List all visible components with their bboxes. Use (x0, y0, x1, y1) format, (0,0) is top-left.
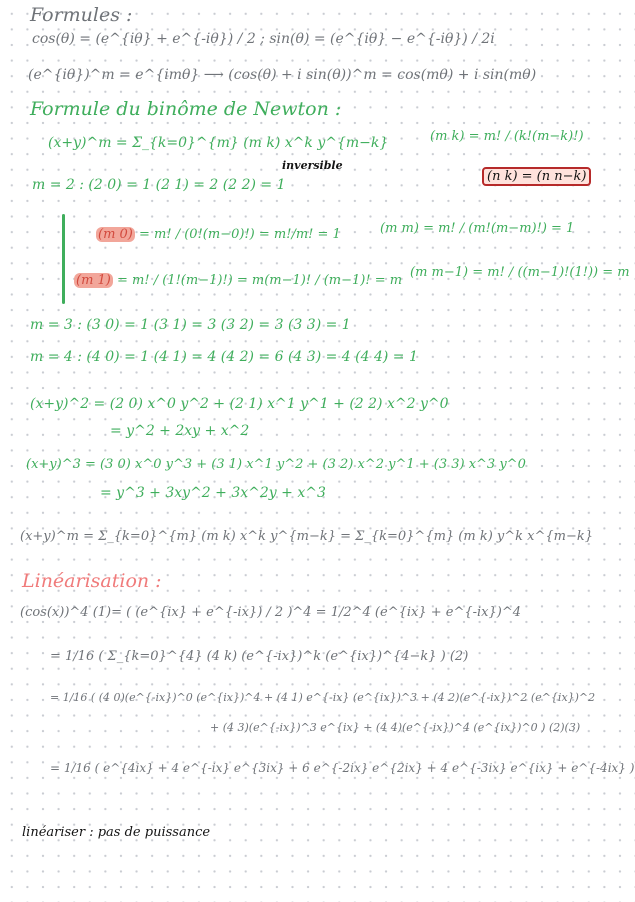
formula-m-m1: (m m−1) = m! / ((m−1)!(1!)) = m (410, 265, 630, 280)
formula-m0-rest: = m! / (0!(m−0)!) = m!/m! = 1 (139, 227, 341, 242)
annotation-inversible: inversible (282, 159, 343, 172)
note-linearise: linéariser : pas de puissance (22, 825, 211, 840)
formula-m0-row (96, 228, 341, 241)
formula-m4: m = 4 : (4 0) = 1 (4 1) = 4 (4 2) = 6 (4 3) = 4 (4 4) = 1 (30, 349, 418, 365)
boxed-symmetry-wrap (482, 170, 591, 183)
heading-binome: Formule du binôme de Newton : (30, 98, 342, 120)
formula-cos4-step2: = 1/16 ( Σ_{k=0}^{4} (4 k) (e^{-ix})^k (e^{ix})^{4−k} ) (2) (50, 649, 469, 664)
formula-cos4-result: = 1/16 ( e^{4ix} + 4 e^{-ix} e^{3ix} + 6 e^{-2ix} e^{2ix} + 4 e^{-3ix} e^{ix} + e^{-4ix} ) (50, 761, 635, 775)
formula-cos-sin: cos(θ) = (e^{iθ} + e^{-iθ}) / 2 ; sin(θ) = (e^{iθ} − e^{-iθ}) / 2i (32, 31, 495, 47)
formula-binome-symmetric: (x+y)^m = Σ_{k=0}^{m} (m k) x^k y^{m−k} = Σ_{k=0}^{m} (m k) y^k x^{m−k} (20, 529, 594, 544)
formula-m2: m = 2 : (2 0) = 1 (2 1) = 2 (2 2) = 1 (32, 177, 286, 193)
formula-cos4-step3a: = 1/16 ( (4 0)(e^{-ix})^0 (e^{ix})^4 + (4 1) e^{-ix} (e^{ix})^3 + (4 2)(e^{-ix})^2 (e^{ix})^2 (50, 691, 596, 704)
heading-linearisation: Linéarisation : (22, 570, 162, 592)
formula-cos4-step3b: + (4 3)(e^{-ix})^3 e^{ix} + (4 4)(e^{-ix})^4 (e^{ix})^0 ) (2)(3) (210, 721, 581, 734)
formula-cube-result: = y^3 + 3xy^2 + 3x^2y + x^3 (100, 485, 326, 501)
formula-square: (x+y)^2 = (2 0) x^0 y^2 + (2 1) x^1 y^1 + (2 2) x^2 y^0 (30, 396, 449, 412)
formula-binome: (x+y)^m = Σ_{k=0}^{m} (m k) x^k y^{m−k} (48, 135, 389, 151)
formula-symmetry-boxed: (n k) = (n n−k) (482, 167, 591, 186)
formula-moivre: (e^{iθ})^m = e^{imθ} ⟶ (cos(θ) + i sin(θ))^m = cos(mθ) + i sin(mθ) (28, 67, 537, 83)
highlight-m0: (m 0) (98, 227, 133, 242)
group-bracket-bar (62, 214, 65, 304)
formula-square-result: = y^2 + 2xy + x^2 (110, 423, 250, 439)
heading-formules: Formules : (30, 4, 133, 26)
formula-m1-rest: = m! / (1!(m−1)!) = m(m−1)! / (m−1)! = m (117, 273, 403, 288)
formula-binomial-coef: (m k) = m! / (k!(m−k)!) (430, 129, 584, 144)
formula-mm: (m m) = m! / (m!(m−m)!) = 1 (380, 221, 575, 236)
formula-m1-row (74, 274, 402, 287)
formula-cos4: (cos(x))^4 (1)= ( (e^{ix} + e^{-ix}) / 2 )^4 = 1/2^4 (e^{ix} + e^{-ix})^4 (20, 605, 522, 620)
highlight-m1: (m 1) (76, 273, 111, 288)
formula-m3: m = 3 : (3 0) = 1 (3 1) = 3 (3 2) = 3 (3 3) = 1 (30, 317, 351, 333)
formula-cube: (x+y)^3 = (3 0) x^0 y^3 + (3 1) x^1 y^2 + (3 2) x^2 y^1 + (3 3) x^3 y^0 (26, 457, 526, 472)
